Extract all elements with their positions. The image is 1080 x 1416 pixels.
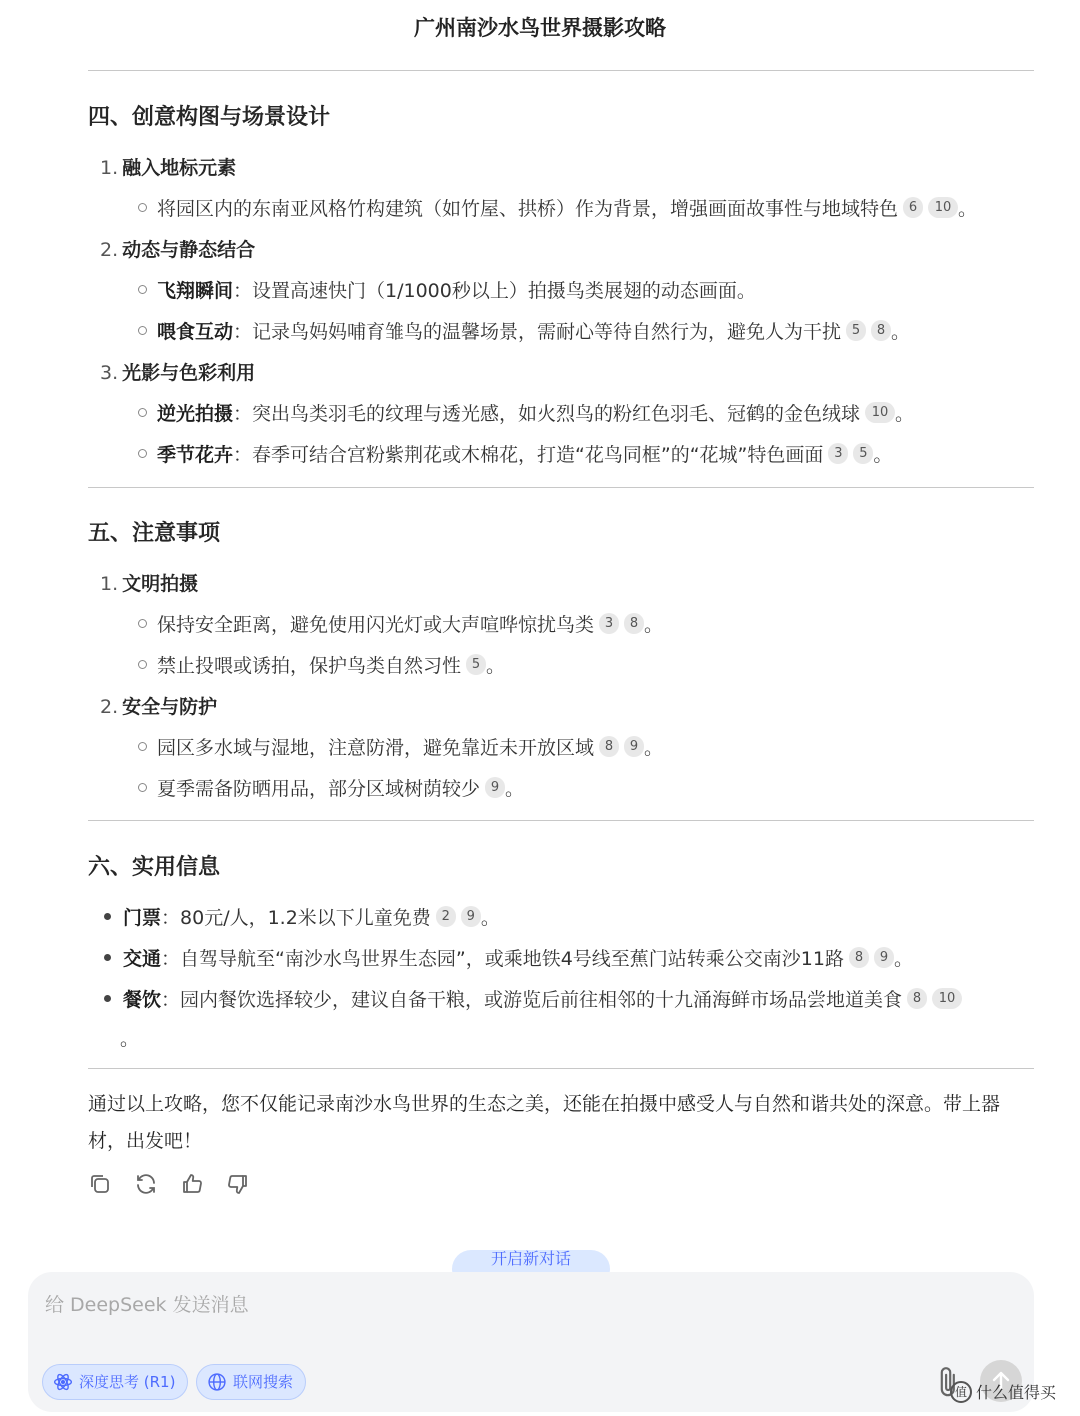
thumbs-down-icon[interactable] xyxy=(226,1172,250,1196)
section-heading-5: 五、注意事项 xyxy=(88,521,221,546)
web-search-toggle[interactable] xyxy=(196,1364,306,1400)
atom-icon xyxy=(53,1372,73,1392)
sub-text: 夏季需备防晒用品，部分区域树荫较少 xyxy=(157,778,481,800)
citation-badge[interactable]: 5 xyxy=(466,654,486,675)
hollow-bullet xyxy=(138,449,147,458)
bullet-text: ：自驾导航至“南沙水鸟世界生态园”，或乘地铁4号线至蕉门站转乘公交南沙11路 xyxy=(161,948,844,970)
hollow-bullet xyxy=(138,742,147,751)
bullet-text: ：园内餐饮选择较少，建议自备干粮，或游览后前往相邻的十九涌海鲜市场品尝地道美食 xyxy=(161,989,903,1011)
top-bar xyxy=(0,0,1080,56)
sub-item xyxy=(138,733,663,760)
ordered-item xyxy=(100,358,255,385)
deep-think-label: 深度思考 (R1) xyxy=(79,1373,176,1391)
watermark xyxy=(950,1380,1056,1403)
web-search-label: 联网搜索 xyxy=(233,1373,294,1391)
citation-badge[interactable]: 10 xyxy=(932,988,962,1009)
sub-text: 保持安全距离，避免使用闪光灯或大声喧哗惊扰鸟类 xyxy=(157,614,595,636)
section-heading-4: 四、创意构图与场景设计 xyxy=(88,105,331,130)
sub-item xyxy=(138,610,663,637)
citation-badge[interactable]: 9 xyxy=(874,947,894,968)
watermark-logo-icon: 值 xyxy=(950,1381,972,1403)
watermark-text: 什么值得买 xyxy=(976,1383,1057,1402)
sub-end: 。 xyxy=(891,321,911,343)
deep-think-toggle[interactable] xyxy=(42,1364,188,1400)
citation-badge[interactable]: 8 xyxy=(871,320,891,341)
bullet-label: 门票 xyxy=(123,907,162,929)
sub-text: ：设置高速快门（1/1000秒以上）拍摄鸟类展翅的动态画面。 xyxy=(233,280,756,302)
item-number: 2. xyxy=(100,239,119,261)
citation-badge[interactable]: 5 xyxy=(853,443,873,464)
sub-text: ：春季可结合宫粉紫荆花或木棉花，打造“花鸟同框”的“花城”特色画面 xyxy=(233,444,824,466)
item-title: 融入地标元素 xyxy=(122,157,237,179)
sub-label: 喂食互动 xyxy=(157,321,234,343)
citation-badge[interactable]: 9 xyxy=(461,906,481,927)
sub-label: 飞翔瞬间 xyxy=(157,280,234,302)
citation-badge[interactable]: 3 xyxy=(828,443,848,464)
sub-end: 。 xyxy=(958,198,978,220)
sub-item xyxy=(138,194,977,221)
bullet-item xyxy=(104,944,913,971)
sub-text: 将园区内的东南亚风格竹构建筑（如竹屋、拱桥）作为背景，增强画面故事性与地域特色 xyxy=(157,198,899,220)
divider xyxy=(88,487,1034,488)
sub-item xyxy=(138,317,910,344)
item-number: 2. xyxy=(100,696,119,718)
citation-badge[interactable]: 9 xyxy=(624,736,644,757)
bullet-item xyxy=(104,903,500,930)
sub-item xyxy=(138,276,756,303)
sub-label: 季节花卉 xyxy=(157,444,234,466)
citation-badge[interactable]: 10 xyxy=(928,197,958,218)
item-number: 3. xyxy=(100,362,119,384)
citation-badge[interactable]: 2 xyxy=(436,906,456,927)
hollow-bullet xyxy=(138,783,147,792)
citation-badge[interactable]: 8 xyxy=(907,988,927,1009)
message-composer xyxy=(28,1272,1034,1412)
hollow-bullet xyxy=(138,408,147,417)
sub-label: 逆光拍摄 xyxy=(157,403,234,425)
citation-badge[interactable]: 3 xyxy=(599,613,619,634)
citation-badge[interactable]: 5 xyxy=(846,320,866,341)
bullet-label: 餐饮 xyxy=(123,989,162,1011)
globe-icon xyxy=(207,1372,227,1392)
bullet-end: 。 xyxy=(893,948,913,970)
sub-text: 禁止投喂或诱拍，保护鸟类自然习性 xyxy=(157,655,462,677)
regenerate-icon[interactable] xyxy=(134,1172,158,1196)
item-number: 1. xyxy=(100,157,119,179)
sub-end: 。 xyxy=(505,778,525,800)
new-chat-label: 开启新对话 xyxy=(490,1250,571,1268)
hollow-bullet xyxy=(138,326,147,335)
sub-text: ：记录鸟妈妈哺育雏鸟的温馨场景，需耐心等待自然行为，避免人为干扰 xyxy=(233,321,842,343)
bullet-dot xyxy=(104,995,111,1002)
item-title: 光影与色彩利用 xyxy=(122,362,256,384)
sub-item xyxy=(138,399,914,426)
bullet-label: 交通 xyxy=(123,948,162,970)
sub-item xyxy=(138,651,505,678)
ordered-item xyxy=(100,569,198,596)
sub-text: 园区多水域与湿地，注意防滑，避免靠近未开放区域 xyxy=(157,737,595,759)
ordered-item xyxy=(100,153,236,180)
item-title: 动态与静态结合 xyxy=(122,239,256,261)
sub-end: 。 xyxy=(644,614,664,636)
sub-end: 。 xyxy=(895,403,915,425)
divider xyxy=(88,70,1034,71)
sub-end: 。 xyxy=(873,444,893,466)
message-input[interactable]: 给 DeepSeek 发送消息 xyxy=(45,1294,249,1316)
item-title: 文明拍摄 xyxy=(122,573,199,595)
hollow-bullet xyxy=(138,619,147,628)
sub-end: 。 xyxy=(644,737,664,759)
sub-end: 。 xyxy=(486,655,506,677)
copy-icon[interactable] xyxy=(88,1172,112,1196)
page-title: 广州南沙水鸟世界摄影攻略 xyxy=(414,16,666,40)
citation-badge[interactable]: 8 xyxy=(624,613,644,634)
bullet-item xyxy=(104,985,962,1012)
section-heading-6: 六、实用信息 xyxy=(88,855,221,880)
hollow-bullet xyxy=(138,203,147,212)
conclusion-paragraph: 通过以上攻略，您不仅能记录南沙水鸟世界的生态之美，还能在拍摄中感受人与自然和谐共处的深意。带上器材，出发吧！ xyxy=(88,1093,1001,1152)
citation-badge[interactable]: 8 xyxy=(849,947,869,968)
divider xyxy=(88,1068,1034,1069)
citation-badge[interactable]: 10 xyxy=(865,402,895,423)
hollow-bullet xyxy=(138,285,147,294)
bullet-end: 。 xyxy=(120,1028,140,1050)
item-number: 1. xyxy=(100,573,119,595)
thumbs-up-icon[interactable] xyxy=(180,1172,204,1196)
citation-badge[interactable]: 6 xyxy=(903,197,923,218)
ordered-item xyxy=(100,692,217,719)
ordered-item xyxy=(100,235,255,262)
hollow-bullet xyxy=(138,660,147,669)
bullet-text: ：80元/人，1.2米以下儿童免费 xyxy=(161,907,431,929)
message-actions xyxy=(88,1172,250,1196)
divider xyxy=(88,820,1034,821)
citation-badge[interactable]: 9 xyxy=(485,777,505,798)
sub-item xyxy=(138,440,892,467)
item-title: 安全与防护 xyxy=(122,696,218,718)
bullet-dot xyxy=(104,954,111,961)
bullet-dot xyxy=(104,913,111,920)
sub-item xyxy=(138,774,524,801)
citation-badge[interactable]: 8 xyxy=(599,736,619,757)
sub-text: ：突出鸟类羽毛的纹理与透光感，如火烈鸟的粉红色羽毛、冠鹤的金色绒球 xyxy=(233,403,861,425)
bullet-end: 。 xyxy=(480,907,500,929)
